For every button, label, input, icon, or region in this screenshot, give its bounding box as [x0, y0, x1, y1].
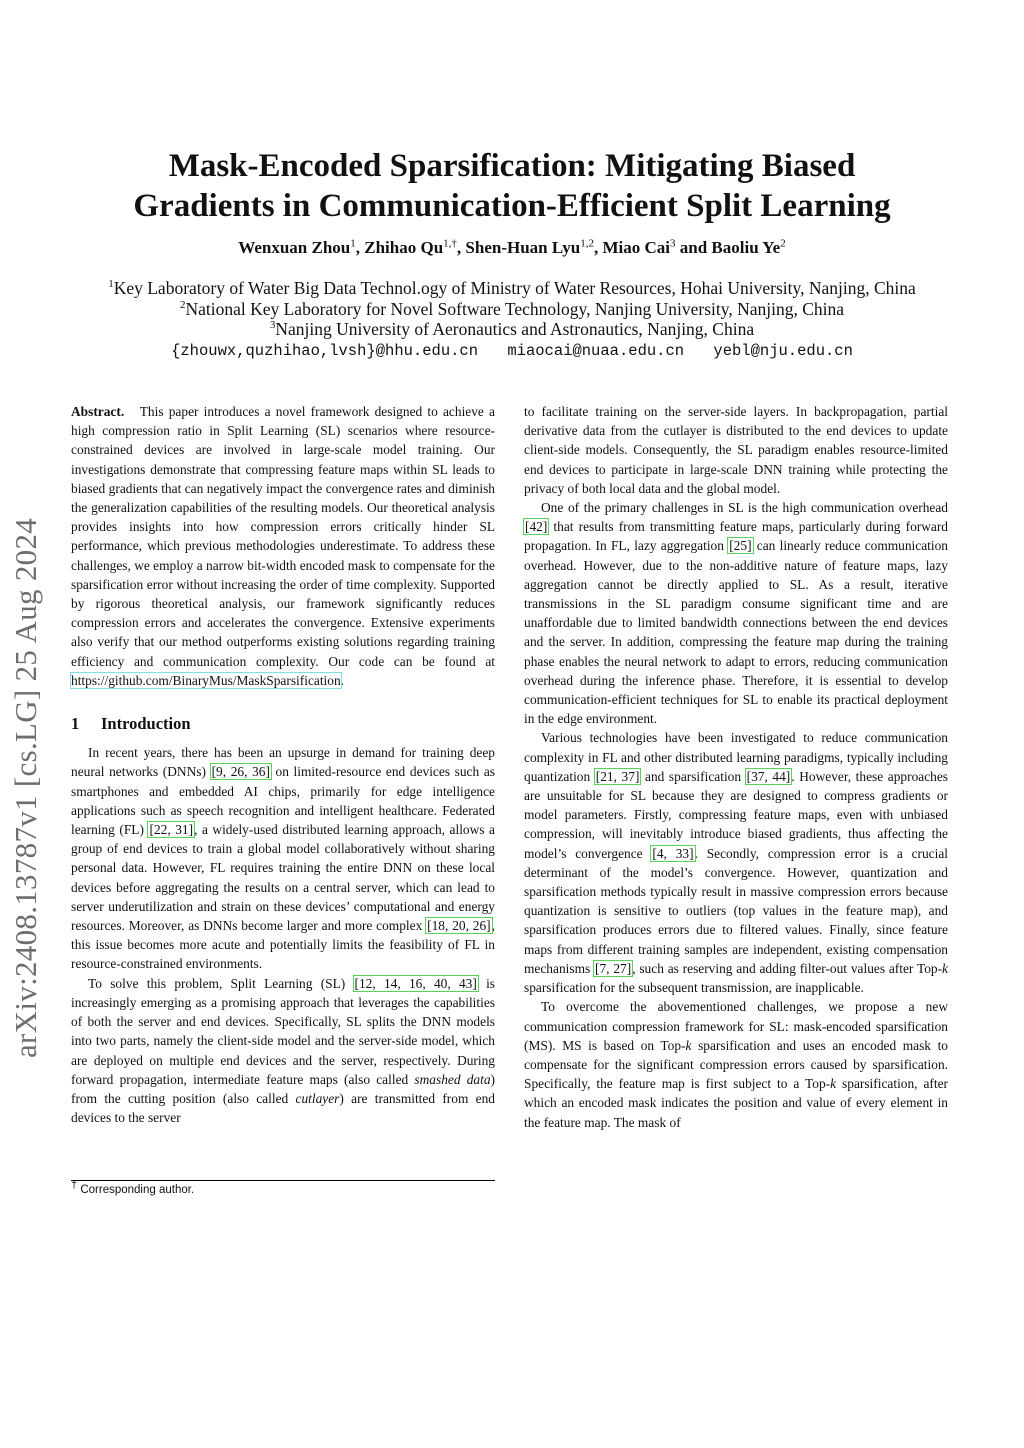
citation-link[interactable]: [12, 14, 16, 40, 43]: [354, 975, 477, 991]
citation-link[interactable]: [9, 26, 36]: [211, 764, 270, 780]
text-run: is increasingly emerging as a promising approach that leverages the capabilities of both the server and end devices. Specifically, SL splits the DNN models into two parts, namely the client-side model and the server-side model, which are deployed on multiple end devices and the server, respectively. During forward propagation, intermediate feature maps (also called: [71, 975, 496, 1087]
section-number: 1: [71, 714, 80, 734]
section-heading: [71, 714, 495, 733]
paragraph: [524, 498, 948, 728]
author-name: Zhihao Qu: [364, 238, 444, 257]
affiliation: [0, 278, 1024, 299]
text-run: , such as reserving and adding filter-out values after Top-: [632, 960, 943, 976]
citation-link[interactable]: [42]: [525, 519, 548, 535]
citation-link[interactable]: [25]: [729, 538, 752, 554]
affiliation-mark: 3: [269, 319, 276, 332]
text-run: To solve this problem, Split Learning (SL): [88, 975, 354, 991]
author-affil-mark: 1,2: [580, 237, 594, 250]
text-run: ) are transmitted from end devices to the server: [71, 1090, 495, 1126]
text-run: sparsification and uses an encoded mask to compensate for the significant compression errors caused by sparsification. Specifically, the feature map is first subject to a Top-: [524, 1037, 948, 1092]
text-run: ) from the cutting position (also called: [71, 1071, 495, 1106]
author-affil-mark: 1: [350, 237, 356, 250]
author-affil-mark: 1,†: [443, 237, 457, 250]
footnote: [71, 1179, 195, 1196]
footnote-text: Corresponding author.: [80, 1184, 195, 1196]
abstract: [71, 402, 495, 690]
text-run: sparsification for the subsequent transmission, are inapplicable.: [524, 980, 864, 996]
abstract-text: This paper introduces a novel framework designed to achieve a high compression ratio in Split Learning (SL) scenarios where resource-constrained devices are involved in large-scale model training. Our investigations demonstrate that compressing feature maps within SL leads to biased gradients that can negatively impact the convergence rates and diminish the generalization capabilities of the resulting models. Our theoretical analysis provides insights into how compression errors critically hinder SL performance, which previous methodologies underestimate. To address these challenges, we employ a narrow bit-width encoded mask to compensate for the sparsification error without increasing the order of time complexity. Supported by rigorous theoretical analysis, our framework significantly reduces compression errors and accelerates the convergence. Extensive experiments also verify that our method outperforms existing solutions regarding training efficiency and communication complexity. Our code can be found at: [71, 404, 496, 669]
email-3: yebl@nju.edu.cn: [713, 342, 853, 360]
citation-link[interactable]: [21, 37]: [595, 768, 640, 784]
text-run: . Secondly, compression error is a crucial determinant of the model’s convergence. However, quantization and sparsification methods typically result in massive compression errors because quantization is sensitive to outliers (top values in the feature map), and sparsification produces errors due to filtered values. Finally, since feature maps from different training samples are independent, existing compensation mechanisms: [524, 845, 948, 976]
email-2: miaocai@nuaa.edu.cn: [507, 342, 685, 360]
affiliation: [0, 319, 1024, 340]
section-title: Introduction: [101, 714, 191, 734]
text-run: One of the primary challenges in SL is the high communication overhead: [541, 500, 948, 516]
affiliation-text: Key Laboratory of Water Big Data Technol.ogy of Ministry of Water Resources, Hohai University, Nanjing, China: [113, 278, 916, 298]
footnote-mark: †: [71, 1179, 78, 1192]
text-run: to facilitate training on the server-side layers. In backpropagation, partial derivative data from the cutlayer is distributed to the end devices to update client-side models. Consequently, the SL paradigm enables resource-limited end devices to participate in large-scale DNN training while protecting the privacy of both local data and the global model.: [524, 404, 948, 496]
author-affil-mark: 2: [780, 237, 786, 250]
abstract-heading: Abstract.: [71, 404, 125, 419]
paragraph: [524, 997, 948, 1131]
text-run: on limited-resource end devices such as smartphones and embedded AI chips, primarily for edge intelligence applications such as speech recognition and intelligent healthcare. Federated learning (FL): [71, 764, 495, 838]
text-run: . However, these approaches are unsuitable for SL because they are designed to compress gradients or model parameters. Firstly, compressing feature maps, even with unbiased compression, will inevitably introduce biased gradients, thus affecting the model’s convergence: [524, 768, 948, 861]
author-name: Wenxuan Zhou: [238, 238, 351, 257]
left-body: [71, 743, 495, 1127]
code-link[interactable]: https://github.com/BinaryMus/MaskSparsification: [71, 672, 341, 688]
paragraph: [524, 402, 948, 498]
text-run: In recent years, there has been an upsurge in demand for training deep neural networks (DNNs): [71, 745, 495, 780]
citation-link[interactable]: [22, 31]: [149, 822, 194, 838]
author-list: Wenxuan Zhou$^1$, Zhihao $Qu^{1,\dagger}$, Shen-Huan Lyu$^{1,2}$, Miao Cai$^3$ and Baoliu Ye$^2$: [238, 237, 786, 257]
text-run: To overcome the abovementioned challenges, we propose a new communication compression framework for SL: mask-encoded sparsification (MS). MS is based on Top-: [524, 999, 948, 1053]
right-column: [524, 402, 948, 1132]
email-1: {zhouwx,quzhihao,lvsh}@hhu.edu.cn: [171, 342, 479, 360]
paper-title: [0, 146, 1024, 226]
math-variable: k: [685, 1037, 692, 1053]
affiliation: [0, 299, 1024, 320]
email-list: [0, 342, 1024, 360]
text-run: that results from transmitting feature maps, particularly during forward propagation. In FL, lazy aggregation: [524, 519, 948, 554]
math-variable: k: [830, 1076, 837, 1092]
abstract-link-end: .: [340, 672, 345, 688]
emphasis: cutlayer: [295, 1090, 340, 1106]
affiliation-text: Nanjing University of Aeronautics and Astronautics, Nanjing, China: [275, 319, 755, 339]
paragraph: [71, 974, 495, 1128]
citation-link[interactable]: [37, 44]: [746, 768, 791, 784]
title-line-2: Gradients in Communication-Efficient Split Learning: [133, 188, 891, 224]
text-run: sparsification, after which an encoded mask indicates the position and value of every element in the feature map. The mask of: [524, 1076, 948, 1130]
text-run: , this issue becomes more acute and potentially limits the feasibility of FL in resource-constrained environments.: [71, 918, 495, 972]
author-name: Shen-Huan Lyu: [465, 238, 581, 257]
citation-link[interactable]: [18, 20, 26]: [427, 918, 491, 934]
affiliation-mark: 2: [179, 298, 186, 311]
affiliation-text: National Key Laboratory for Novel Software Technology, Nanjing University, Nanjing, China: [185, 298, 845, 319]
paragraph: [71, 743, 495, 973]
text-run: and sparsification: [640, 768, 746, 784]
citation-link[interactable]: [4, 33]: [652, 845, 694, 861]
left-column: [71, 402, 495, 1127]
paragraph: [524, 728, 948, 997]
text-run: can linearly reduce communication overhead. However, due to the non-additive nature of feature maps, lazy aggregation cannot be directly applied to SL. As a result, iterative transmissions in the SL paradigm consume significant time and are unaffordable due to limited bandwidth connections between the end devices and the server. In addition, compressing the feature map during the training phase enables the neural network to adapt to errors, reducing communication overhead during the inference phase. Therefore, it is essential to develop communication-efficient techniques for SL to enable its practical deployment in the edge environment.: [524, 538, 948, 727]
title-line-1: Mask-Encoded Sparsification: Mitigating Biased: [168, 148, 856, 184]
math-variable: k: [942, 960, 948, 976]
affiliation-mark: 1: [108, 278, 114, 291]
footnote-rule: [71, 1180, 495, 1181]
author-name: Miao Cai: [602, 238, 670, 257]
arxiv-stamp: arXiv:2408.13787v1 [cs.LG] 25 Aug 2024: [8, 517, 43, 1058]
affiliations: [0, 278, 1024, 340]
citation-link[interactable]: [7, 27]: [595, 960, 632, 976]
text-run: Various technologies have been investigated to reduce communication complexity in FL and other distributed learning paradigms, typically including quantization: [524, 730, 948, 784]
author-affil-mark: 3: [670, 237, 676, 250]
emphasis: smashed data: [414, 1071, 491, 1087]
author-name: Baoliu Ye: [711, 238, 781, 257]
text-run: , a widely-used distributed learning approach, allows a group of end devices to train a global model collaboratively without sharing personal data. However, FL requires training the entire DNN on these local devices before aggregating the results on a central server, which can lead to server underutilization and strain on these devices’ computational and energy resources. Moreover, as DNNs become larger and more complex: [71, 822, 495, 934]
